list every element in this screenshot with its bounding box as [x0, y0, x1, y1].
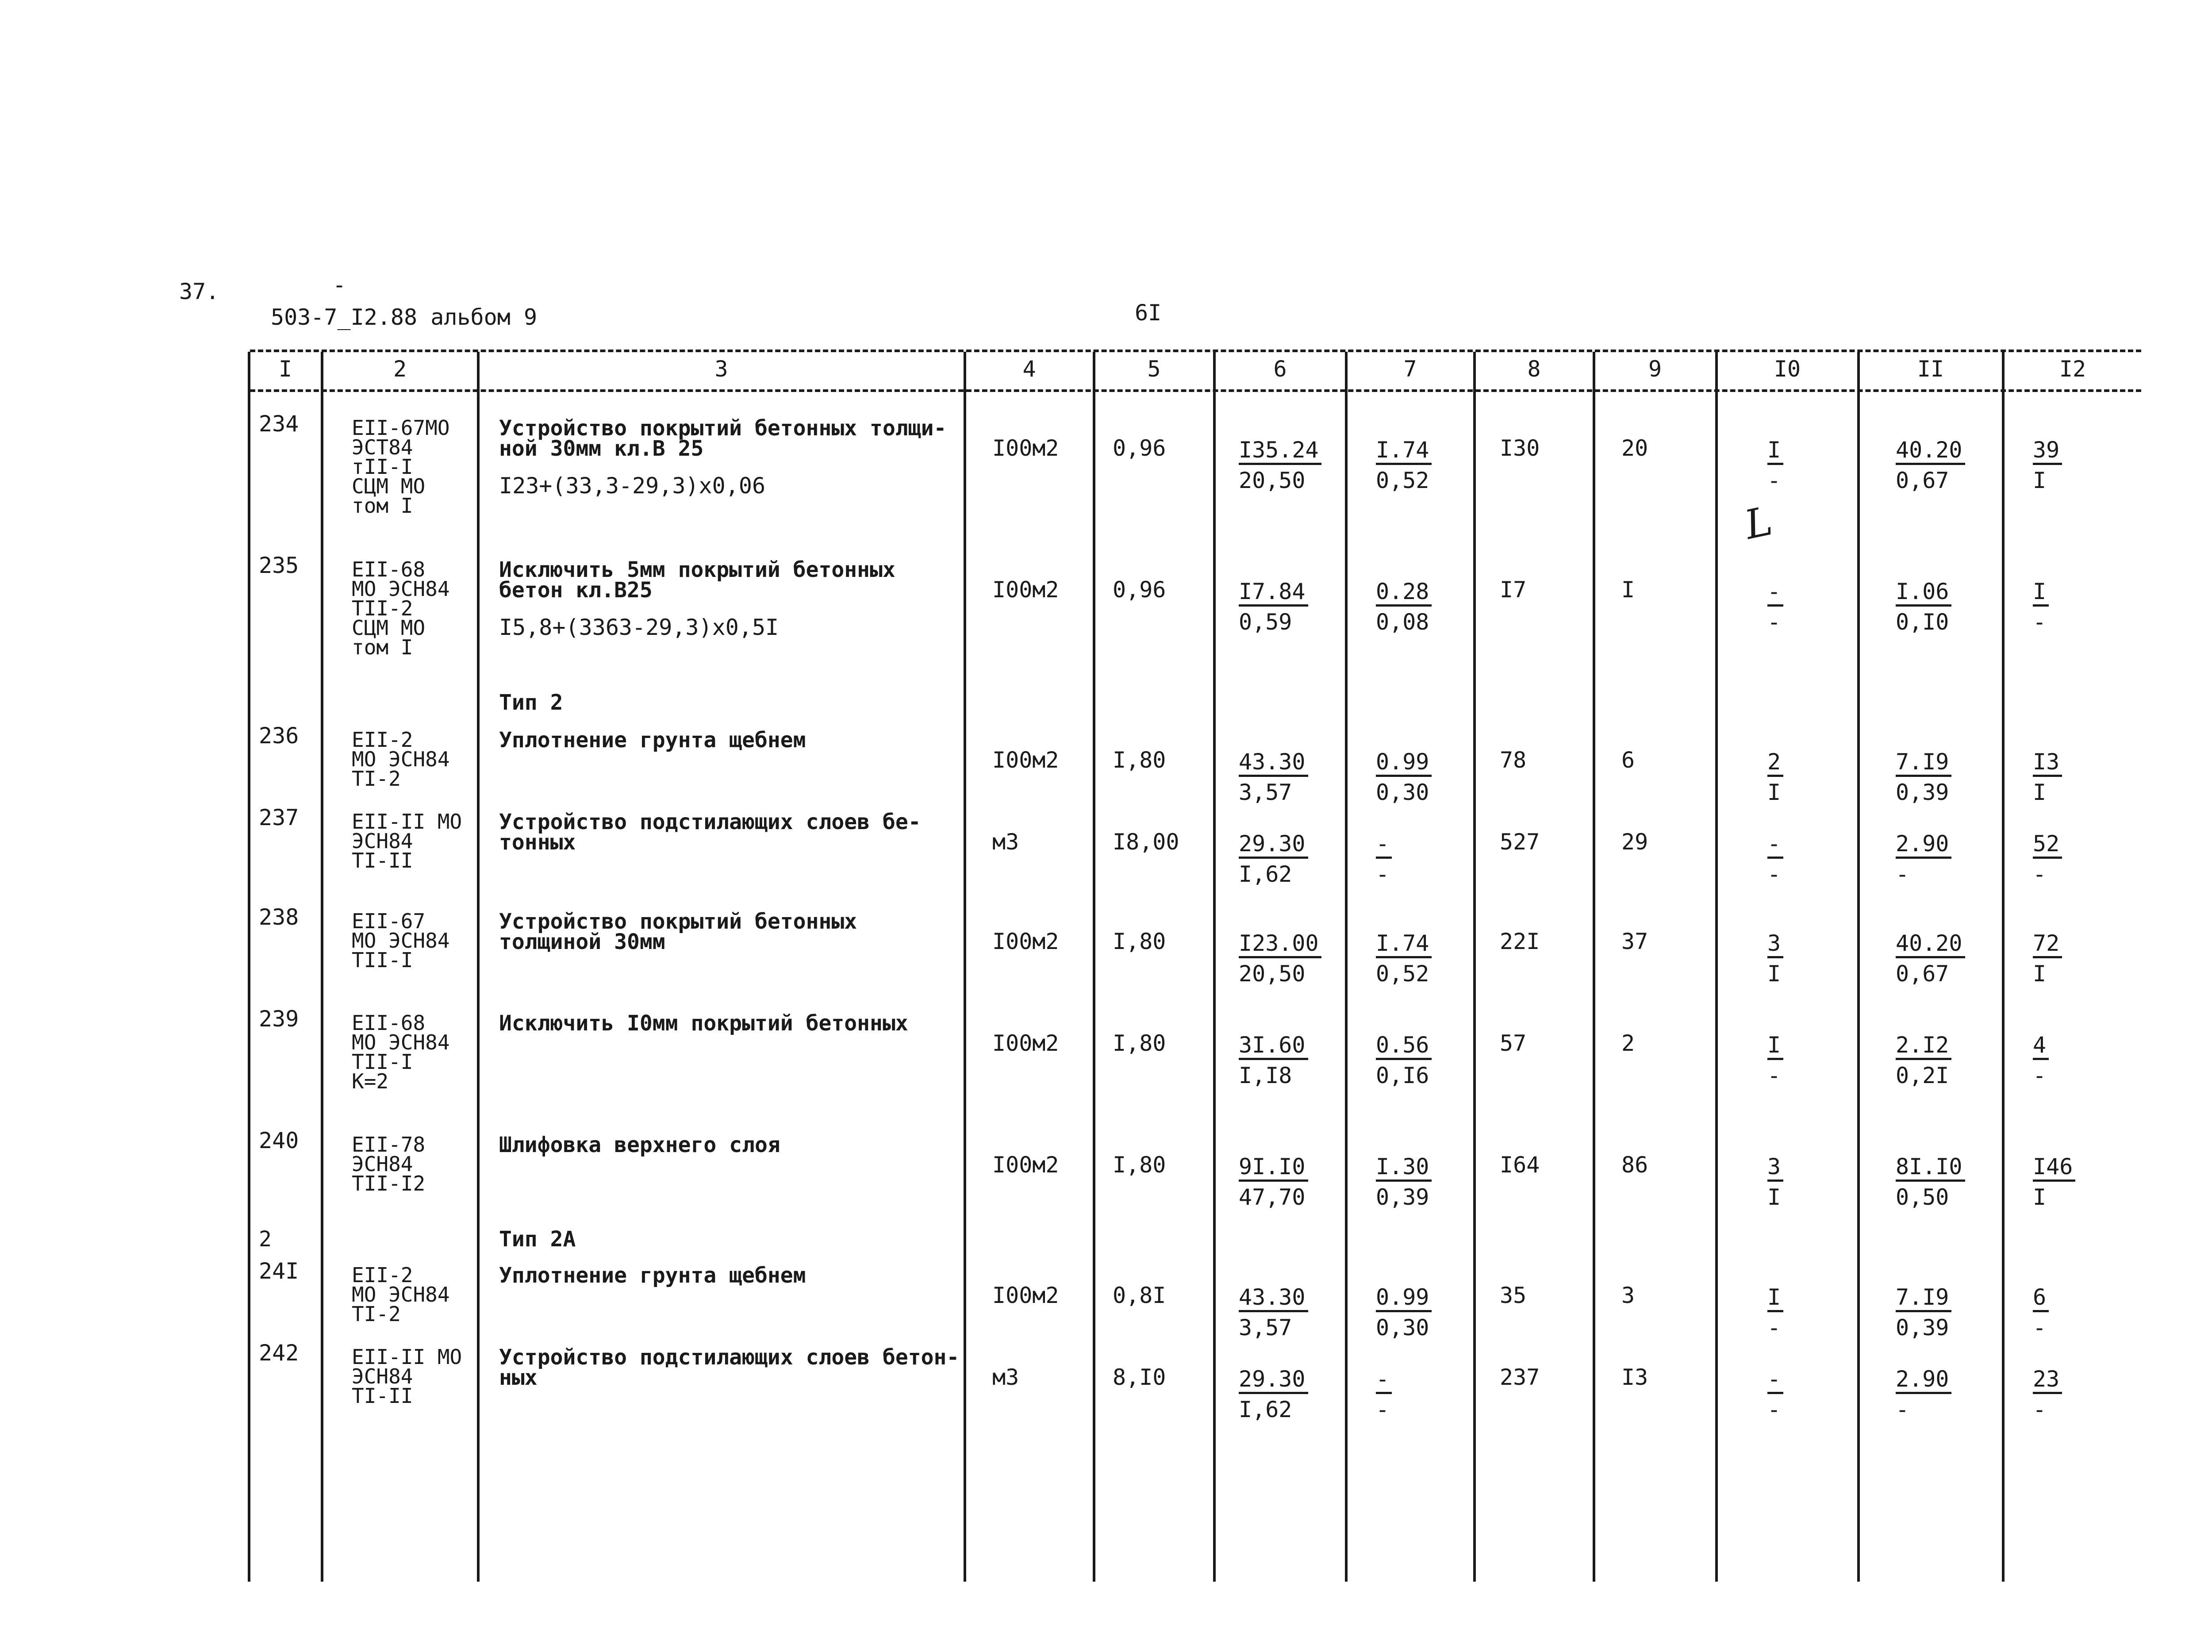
value-col-11-denominator: 0,50 — [1896, 1184, 1949, 1210]
norm-code: EII-68 МО ЭСН84 TII-I K=2 — [352, 1011, 450, 1093]
value-col-6 — [1239, 1030, 1308, 1091]
value-col-10 — [1767, 576, 1783, 637]
value-col-7-numerator: 0.28 — [1376, 579, 1432, 607]
value-col-12 — [2033, 1282, 2049, 1343]
value-col-6-denominator: 20,50 — [1239, 961, 1306, 987]
value-col-11 — [1896, 434, 1965, 496]
value-col-6 — [1239, 928, 1321, 989]
section-type-2: Тип 2 — [499, 690, 563, 715]
col-header-6: 6 — [1273, 356, 1287, 382]
col-line-9 — [1715, 352, 1718, 1582]
col-header-9: 9 — [1648, 356, 1662, 382]
quantity: I,80 — [1113, 747, 1166, 773]
value-col-10-numerator: - — [1767, 1366, 1783, 1394]
col-header-7: 7 — [1403, 356, 1417, 382]
value-col-11-numerator: 7.I9 — [1896, 1284, 1951, 1312]
value-col-11-numerator: I.06 — [1896, 579, 1951, 607]
corner-number: 37. — [179, 279, 219, 304]
work-description: Уплотнение грунта щебнем — [499, 1263, 806, 1288]
value-col-10 — [1767, 828, 1783, 889]
value-col-7-numerator: - — [1376, 1366, 1392, 1394]
value-col-8: 57 — [1500, 1030, 1527, 1056]
value-col-9: I3 — [1621, 1364, 1648, 1390]
value-col-6-denominator: 20,50 — [1239, 468, 1306, 493]
quantity: 8,I0 — [1113, 1364, 1166, 1390]
value-col-11-denominator: 0,39 — [1896, 780, 1949, 805]
page-number: 6I — [1135, 300, 1162, 326]
value-col-8: 237 — [1500, 1364, 1540, 1390]
section-type-2a: Тип 2А — [499, 1227, 576, 1252]
value-col-7 — [1376, 1151, 1432, 1212]
value-col-12-denominator: I — [2033, 468, 2047, 493]
value-col-7-denominator: 0,I6 — [1376, 1063, 1429, 1088]
value-col-12 — [2033, 928, 2062, 989]
col-line-10 — [1857, 352, 1860, 1582]
col-line-4 — [1093, 352, 1095, 1582]
value-col-10-denominator: I — [1767, 780, 1781, 805]
value-col-7-denominator: 0,52 — [1376, 468, 1429, 493]
value-col-10-numerator: I — [1767, 437, 1783, 465]
value-col-6-denominator: 47,70 — [1239, 1184, 1306, 1210]
row-number: 24I — [259, 1258, 299, 1284]
value-col-10-numerator: 3 — [1767, 1154, 1783, 1182]
value-col-7-numerator: I.30 — [1376, 1154, 1432, 1182]
value-col-11-denominator: 0,67 — [1896, 468, 1949, 493]
work-formula: I5,8+(3363-29,3)x0,5I — [499, 615, 779, 640]
unit: I00м2 — [992, 1030, 1059, 1056]
value-col-7 — [1376, 1030, 1432, 1091]
value-col-11-numerator: 40.20 — [1896, 437, 1965, 465]
value-col-6-denominator: I,I8 — [1239, 1063, 1292, 1088]
value-col-12 — [2033, 828, 2062, 889]
value-col-9: 37 — [1621, 929, 1648, 954]
norm-code: EII-2 МО ЭСН84 TI-2 — [352, 1263, 450, 1326]
value-col-11 — [1896, 1030, 1951, 1091]
value-col-10 — [1767, 1151, 1783, 1212]
value-col-7-numerator: 0.56 — [1376, 1032, 1432, 1060]
work-description: Уплотнение грунта щебнем — [499, 728, 806, 753]
value-col-6 — [1239, 1151, 1308, 1212]
value-col-10-numerator: 2 — [1767, 749, 1783, 777]
quantity: I,80 — [1113, 1152, 1166, 1178]
unit: I00м2 — [992, 577, 1059, 603]
value-col-7-numerator: I.74 — [1376, 437, 1432, 465]
value-col-7 — [1376, 928, 1432, 989]
value-col-10-numerator: I — [1767, 1032, 1783, 1060]
unit: I00м2 — [992, 747, 1059, 773]
value-col-12-denominator: - — [2033, 1063, 2047, 1088]
value-col-6-numerator: 29.30 — [1239, 831, 1308, 859]
value-col-6-denominator: 3,57 — [1239, 1315, 1292, 1341]
value-col-9: 86 — [1621, 1152, 1648, 1178]
value-col-12-denominator: I — [2033, 780, 2047, 805]
col-header-1: I — [278, 356, 292, 382]
work-description: Шлифовка верхнего слоя — [499, 1133, 780, 1157]
value-col-8: 35 — [1500, 1283, 1527, 1308]
value-col-6-numerator: 9I.I0 — [1239, 1154, 1308, 1182]
value-col-11-numerator: 2.90 — [1896, 1366, 1951, 1394]
quantity: 0,8I — [1113, 1283, 1166, 1308]
value-col-12-denominator: I — [2033, 1184, 2047, 1210]
value-col-10-denominator: I — [1767, 1184, 1781, 1210]
value-col-6-denominator: 3,57 — [1239, 780, 1292, 805]
value-col-7-numerator: I.74 — [1376, 930, 1432, 958]
value-col-11 — [1896, 1282, 1951, 1343]
value-col-11-denominator: 0,I0 — [1896, 609, 1949, 635]
row-number: 239 — [259, 1006, 299, 1032]
value-col-7-denominator: 0,08 — [1376, 609, 1429, 635]
value-col-9: 20 — [1621, 435, 1648, 461]
value-col-6-denominator: I,62 — [1239, 1397, 1292, 1422]
value-col-9: 2 — [1621, 1030, 1635, 1056]
norm-code: EII-67МО ЭСТ84 тII-I СЦМ МО том I — [352, 416, 450, 518]
value-col-10-numerator: 3 — [1767, 930, 1783, 958]
value-col-10-denominator: - — [1767, 1397, 1781, 1422]
row-number: 237 — [259, 805, 299, 830]
value-col-12-numerator: I3 — [2033, 749, 2062, 777]
unit: I00м2 — [992, 435, 1059, 461]
value-col-6-denominator: 0,59 — [1239, 609, 1292, 635]
value-col-12-numerator: 23 — [2033, 1366, 2062, 1394]
value-col-6-numerator: 29.30 — [1239, 1366, 1308, 1394]
value-col-6 — [1239, 828, 1308, 889]
quantity: 0,96 — [1113, 577, 1166, 603]
value-col-10-denominator: I — [1767, 961, 1781, 987]
value-col-7 — [1376, 576, 1432, 637]
work-description: Устройство покрытий бетонных толщиной 30мм — [499, 909, 857, 954]
value-col-10 — [1767, 1282, 1783, 1343]
quantity: 0,96 — [1113, 435, 1166, 461]
quantity: I8,00 — [1113, 829, 1179, 855]
work-description: Исключить 5мм покрытий бетонных бетон кл.B25 — [499, 557, 895, 603]
value-col-12 — [2033, 576, 2049, 637]
document-code: 503-7_I2.88 альбом 9 — [271, 304, 538, 330]
value-col-8: 78 — [1500, 747, 1527, 773]
value-col-11 — [1896, 1364, 1951, 1425]
value-col-10-denominator: - — [1767, 1063, 1781, 1088]
col-header-11: II — [1917, 356, 1944, 382]
value-col-12 — [2033, 1030, 2049, 1091]
col-line-2 — [477, 352, 480, 1582]
value-col-6 — [1239, 434, 1321, 496]
norm-code: EII-II МО ЭСН84 TI-II — [352, 810, 462, 872]
value-col-7 — [1376, 828, 1392, 889]
value-col-10 — [1767, 928, 1783, 989]
value-col-7 — [1376, 1364, 1392, 1425]
row-number: 234 — [259, 411, 299, 437]
col-header-8: 8 — [1527, 356, 1541, 382]
value-col-11-denominator: 0,67 — [1896, 961, 1949, 987]
value-col-8: I7 — [1500, 577, 1527, 603]
value-col-7 — [1376, 434, 1432, 496]
value-col-7-numerator: 0.99 — [1376, 749, 1432, 777]
col-line-5 — [1213, 352, 1216, 1582]
section-type-2a-number: 2 — [259, 1227, 272, 1252]
unit: м3 — [992, 829, 1019, 855]
value-col-8: I30 — [1500, 435, 1540, 461]
value-col-10 — [1767, 1364, 1783, 1425]
value-col-12-denominator: I — [2033, 961, 2047, 987]
value-col-11-numerator: 2.90 — [1896, 831, 1951, 859]
norm-code: EII-68 МО ЭСН84 TII-2 СЦМ МО том I — [352, 557, 450, 659]
value-col-6-numerator: 43.30 — [1239, 749, 1308, 777]
value-col-7-denominator: - — [1376, 861, 1390, 887]
value-col-11-numerator: 2.I2 — [1896, 1032, 1951, 1060]
value-col-7-numerator: 0.99 — [1376, 1284, 1432, 1312]
value-col-11 — [1896, 746, 1951, 807]
norm-code: EII-2 МО ЭСН84 TI-2 — [352, 728, 450, 791]
row-number: 236 — [259, 723, 299, 749]
col-line-6 — [1345, 352, 1348, 1582]
col-header-10: I0 — [1774, 356, 1801, 382]
value-col-12 — [2033, 746, 2062, 807]
unit: I00м2 — [992, 1152, 1059, 1178]
quantity: I,80 — [1113, 929, 1166, 954]
value-col-11-denominator: 0,39 — [1896, 1315, 1949, 1341]
value-col-10-denominator: - — [1767, 861, 1781, 887]
value-col-12-numerator: 52 — [2033, 831, 2062, 859]
value-col-11 — [1896, 1151, 1965, 1212]
value-col-6 — [1239, 1364, 1308, 1425]
value-col-12-numerator: 4 — [2033, 1032, 2049, 1060]
value-col-10-numerator: - — [1767, 831, 1783, 859]
norm-code: EII-II МО ЭСН84 TI-II — [352, 1345, 462, 1408]
col-header-3: 3 — [714, 356, 728, 382]
value-col-10-denominator: - — [1767, 1315, 1781, 1341]
work-formula: I23+(33,3-29,3)x0,06 — [499, 473, 766, 499]
unit: I00м2 — [992, 929, 1059, 954]
value-col-10 — [1767, 1030, 1783, 1091]
col-line-1 — [321, 352, 323, 1582]
value-col-9: 29 — [1621, 829, 1648, 855]
value-col-7 — [1376, 746, 1432, 807]
value-col-6 — [1239, 1282, 1308, 1343]
value-col-11 — [1896, 928, 1965, 989]
value-col-11-denominator: - — [1896, 1397, 1909, 1422]
norm-code: EII-67 МО ЭСН84 TII-I — [352, 909, 450, 972]
value-col-12 — [2033, 1151, 2075, 1212]
handwritten-mark: L — [1740, 497, 1777, 549]
value-col-11-denominator: - — [1896, 861, 1909, 887]
value-col-12-numerator: I — [2033, 579, 2049, 607]
value-col-9: I — [1621, 577, 1635, 603]
value-col-9: 3 — [1621, 1283, 1635, 1308]
norm-code: EII-78 ЭСН84 TII-I2 — [352, 1133, 426, 1195]
value-col-6-numerator: I23.00 — [1239, 930, 1321, 958]
value-col-12-numerator: 39 — [2033, 437, 2062, 465]
value-col-6-denominator: I,62 — [1239, 861, 1292, 887]
col-header-5: 5 — [1147, 356, 1161, 382]
unit: м3 — [992, 1364, 1019, 1390]
value-col-11-numerator: 40.20 — [1896, 930, 1965, 958]
value-col-12-denominator: - — [2033, 1397, 2047, 1422]
value-col-11-numerator: 7.I9 — [1896, 749, 1951, 777]
value-col-11 — [1896, 576, 1951, 637]
value-col-7-denominator: 0,39 — [1376, 1184, 1429, 1210]
col-line-3 — [964, 352, 966, 1582]
row-number: 240 — [259, 1128, 299, 1153]
value-col-12 — [2033, 1364, 2062, 1425]
work-description: Устройство покрытий бетонных толщи- ной 30мм кл.В 25 — [499, 416, 947, 461]
value-col-12-denominator: - — [2033, 1315, 2047, 1341]
value-col-8: I64 — [1500, 1152, 1540, 1178]
col-line-0 — [248, 352, 250, 1582]
value-col-12-numerator: 6 — [2033, 1284, 2049, 1312]
value-col-7 — [1376, 1282, 1432, 1343]
col-header-2: 2 — [393, 356, 407, 382]
value-col-7-numerator: - — [1376, 831, 1392, 859]
value-col-10-denominator: - — [1767, 609, 1781, 635]
value-col-11-numerator: 8I.I0 — [1896, 1154, 1965, 1182]
col-line-7 — [1473, 352, 1476, 1582]
unit: I00м2 — [992, 1283, 1059, 1308]
value-col-7-denominator: 0,30 — [1376, 1315, 1429, 1341]
value-col-10-numerator: - — [1767, 579, 1783, 607]
value-col-6 — [1239, 746, 1308, 807]
value-col-6-numerator: 3I.60 — [1239, 1032, 1308, 1060]
value-col-12-denominator: - — [2033, 609, 2047, 635]
value-col-11-denominator: 0,2I — [1896, 1063, 1949, 1088]
value-col-12-numerator: 72 — [2033, 930, 2062, 958]
value-col-10 — [1767, 434, 1783, 496]
col-line-11 — [2002, 352, 2005, 1582]
value-col-12-numerator: I46 — [2033, 1154, 2075, 1182]
value-col-10 — [1767, 746, 1783, 807]
value-col-7-denominator: - — [1376, 1397, 1390, 1422]
value-col-7-denominator: 0,30 — [1376, 780, 1429, 805]
value-col-8: 527 — [1500, 829, 1540, 855]
col-header-12: I2 — [2059, 356, 2086, 382]
value-col-10-numerator: I — [1767, 1284, 1783, 1312]
value-col-6-numerator: 43.30 — [1239, 1284, 1308, 1312]
work-description: Устройство подстилающих слоев бетон- ных — [499, 1345, 960, 1390]
col-line-8 — [1593, 352, 1595, 1582]
value-col-12 — [2033, 434, 2062, 496]
row-number: 235 — [259, 553, 299, 578]
value-col-6-numerator: I7.84 — [1239, 579, 1308, 607]
value-col-6-numerator: I35.24 — [1239, 437, 1321, 465]
value-col-10-denominator: - — [1767, 468, 1781, 493]
col-header-4: 4 — [1022, 356, 1036, 382]
row-number: 238 — [259, 904, 299, 930]
value-col-11 — [1896, 828, 1951, 889]
value-col-9: 6 — [1621, 747, 1635, 773]
row-number: 242 — [259, 1340, 299, 1366]
value-col-7-denominator: 0,52 — [1376, 961, 1429, 987]
quantity: I,80 — [1113, 1030, 1166, 1056]
value-col-6 — [1239, 576, 1308, 637]
dash-mark: - — [333, 272, 346, 298]
work-description: Устройство подстилающих слоев бе- тонных — [499, 810, 921, 855]
value-col-12-denominator: - — [2033, 861, 2047, 887]
work-description: Исключить I0мм покрытий бетонных — [499, 1011, 908, 1036]
value-col-8: 22I — [1500, 929, 1540, 954]
